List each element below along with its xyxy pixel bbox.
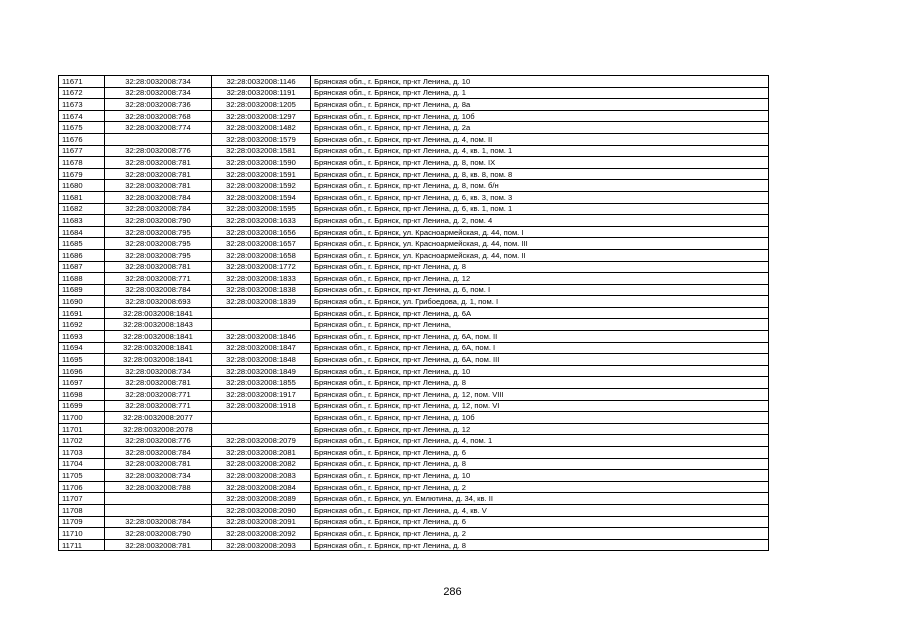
object-cadastral-number-cell: 32:28:0032008:1839: [212, 296, 311, 308]
cadastral-number-cell: 32:28:0032008:781: [105, 157, 212, 169]
table-row: [59, 435, 769, 447]
address-cell: Брянская обл., г. Брянск, пр-кт Ленина, д. 8: [311, 458, 769, 470]
table-row: [59, 273, 769, 285]
cadastral-number-cell: 32:28:0032008:771: [105, 389, 212, 401]
row-number-cell: 11700: [59, 412, 105, 424]
object-cadastral-number-cell: 32:28:0032008:1918: [212, 400, 311, 412]
address-cell: Брянская обл., г. Брянск, пр-кт Ленина,: [311, 319, 769, 331]
object-cadastral-number-cell: 32:28:0032008:1917: [212, 389, 311, 401]
cadastral-number-cell: 32:28:0032008:771: [105, 273, 212, 285]
property-table: [58, 75, 769, 551]
row-number-cell: 11704: [59, 458, 105, 470]
table-body: [59, 76, 769, 551]
table-row: [59, 470, 769, 482]
row-number-cell: 11692: [59, 319, 105, 331]
row-number-cell: 11688: [59, 273, 105, 285]
cadastral-number-cell: 32:28:0032008:768: [105, 110, 212, 122]
address-cell: Брянская обл., г. Брянск, пр-кт Ленина, д. 2: [311, 481, 769, 493]
table-row: [59, 296, 769, 308]
cadastral-number-cell: 32:28:0032008:1843: [105, 319, 212, 331]
table-row: [59, 481, 769, 493]
object-cadastral-number-cell: 32:28:0032008:1590: [212, 157, 311, 169]
address-cell: Брянская обл., г. Брянск, пр-кт Ленина, д. 8: [311, 539, 769, 551]
object-cadastral-number-cell: 32:28:0032008:1833: [212, 273, 311, 285]
object-cadastral-number-cell: 32:28:0032008:2081: [212, 447, 311, 459]
object-cadastral-number-cell: 32:28:0032008:1838: [212, 284, 311, 296]
row-number-cell: 11675: [59, 122, 105, 134]
address-cell: Брянская обл., г. Брянск, пр-кт Ленина, д. 10б: [311, 412, 769, 424]
table-row: [59, 423, 769, 435]
object-cadastral-number-cell: 32:28:0032008:2082: [212, 458, 311, 470]
address-cell: Брянская обл., г. Брянск, ул. Красноармейская, д. 44, пом. III: [311, 238, 769, 250]
table-row: [59, 377, 769, 389]
row-number-cell: 11672: [59, 87, 105, 99]
row-number-cell: 11703: [59, 447, 105, 459]
row-number-cell: 11693: [59, 331, 105, 343]
row-number-cell: 11689: [59, 284, 105, 296]
row-number-cell: 11711: [59, 539, 105, 551]
object-cadastral-number-cell: 32:28:0032008:1656: [212, 226, 311, 238]
row-number-cell: 11676: [59, 133, 105, 145]
object-cadastral-number-cell: 32:28:0032008:1855: [212, 377, 311, 389]
row-number-cell: 11707: [59, 493, 105, 505]
object-cadastral-number-cell: 32:28:0032008:1482: [212, 122, 311, 134]
address-cell: Брянская обл., г. Брянск, пр-кт Ленина, д. 6А: [311, 307, 769, 319]
row-number-cell: 11696: [59, 365, 105, 377]
address-cell: Брянская обл., г. Брянск, пр-кт Ленина, д. 10: [311, 470, 769, 482]
object-cadastral-number-cell: 32:28:0032008:2089: [212, 493, 311, 505]
address-cell: Брянская обл., г. Брянск, пр-кт Ленина, д. 2а: [311, 122, 769, 134]
cadastral-number-cell: 32:28:0032008:781: [105, 377, 212, 389]
row-number-cell: 11683: [59, 215, 105, 227]
object-cadastral-number-cell: 32:28:0032008:2091: [212, 516, 311, 528]
table-row: [59, 87, 769, 99]
object-cadastral-number-cell: 32:28:0032008:2093: [212, 539, 311, 551]
cadastral-number-cell: 32:28:0032008:784: [105, 516, 212, 528]
table-row: [59, 342, 769, 354]
table-row: [59, 365, 769, 377]
table-row: [59, 157, 769, 169]
row-number-cell: 11705: [59, 470, 105, 482]
table-row: [59, 191, 769, 203]
table-row: [59, 354, 769, 366]
row-number-cell: 11694: [59, 342, 105, 354]
address-cell: Брянская обл., г. Брянск, пр-кт Ленина, д. 2, пом. 4: [311, 215, 769, 227]
table-row: [59, 284, 769, 296]
address-cell: Брянская обл., г. Брянск, пр-кт Ленина, д. 10б: [311, 110, 769, 122]
object-cadastral-number-cell: 32:28:0032008:2090: [212, 504, 311, 516]
object-cadastral-number-cell: 32:28:0032008:1581: [212, 145, 311, 157]
table-row: [59, 133, 769, 145]
cadastral-number-cell: 32:28:0032008:776: [105, 145, 212, 157]
object-cadastral-number-cell: 32:28:0032008:1633: [212, 215, 311, 227]
row-number-cell: 11695: [59, 354, 105, 366]
table-row: [59, 412, 769, 424]
address-cell: Брянская обл., г. Брянск, пр-кт Ленина, д. 12, пом. VIII: [311, 389, 769, 401]
row-number-cell: 11671: [59, 76, 105, 88]
address-cell: Брянская обл., г. Брянск, пр-кт Ленина, д. 12: [311, 423, 769, 435]
row-number-cell: 11710: [59, 528, 105, 540]
row-number-cell: 11681: [59, 191, 105, 203]
address-cell: Брянская обл., г. Брянск, пр-кт Ленина, д. 6: [311, 447, 769, 459]
object-cadastral-number-cell: 32:28:0032008:1772: [212, 261, 311, 273]
cadastral-number-cell: 32:28:0032008:734: [105, 365, 212, 377]
address-cell: Брянская обл., г. Брянск, пр-кт Ленина, д. 8а: [311, 99, 769, 111]
table-row: [59, 400, 769, 412]
cadastral-number-cell: 32:28:0032008:734: [105, 87, 212, 99]
address-cell: Брянская обл., г. Брянск, пр-кт Ленина, д. 12: [311, 273, 769, 285]
address-cell: Брянская обл., г. Брянск, пр-кт Ленина, д. 8: [311, 261, 769, 273]
row-number-cell: 11702: [59, 435, 105, 447]
object-cadastral-number-cell: 32:28:0032008:1849: [212, 365, 311, 377]
row-number-cell: 11673: [59, 99, 105, 111]
cadastral-number-cell: 32:28:0032008:2077: [105, 412, 212, 424]
cadastral-number-cell: 32:28:0032008:784: [105, 284, 212, 296]
object-cadastral-number-cell: 32:28:0032008:1657: [212, 238, 311, 250]
cadastral-number-cell: [105, 133, 212, 145]
cadastral-number-cell: 32:28:0032008:784: [105, 447, 212, 459]
object-cadastral-number-cell: [212, 319, 311, 331]
object-cadastral-number-cell: 32:28:0032008:2092: [212, 528, 311, 540]
address-cell: Брянская обл., г. Брянск, пр-кт Ленина, д. 10: [311, 76, 769, 88]
object-cadastral-number-cell: 32:28:0032008:1191: [212, 87, 311, 99]
cadastral-number-cell: 32:28:0032008:1841: [105, 354, 212, 366]
row-number-cell: 11699: [59, 400, 105, 412]
page-number: 286: [443, 586, 462, 598]
table-row: [59, 168, 769, 180]
cadastral-number-cell: 32:28:0032008:776: [105, 435, 212, 447]
object-cadastral-number-cell: 32:28:0032008:1146: [212, 76, 311, 88]
object-cadastral-number-cell: [212, 412, 311, 424]
row-number-cell: 11677: [59, 145, 105, 157]
object-cadastral-number-cell: 32:28:0032008:1847: [212, 342, 311, 354]
cadastral-number-cell: 32:28:0032008:781: [105, 180, 212, 192]
table-row: [59, 516, 769, 528]
cadastral-number-cell: 32:28:0032008:795: [105, 238, 212, 250]
address-cell: Брянская обл., г. Брянск, пр-кт Ленина, д. 4, кв. V: [311, 504, 769, 516]
row-number-cell: 11706: [59, 481, 105, 493]
object-cadastral-number-cell: 32:28:0032008:2084: [212, 481, 311, 493]
cadastral-number-cell: 32:28:0032008:693: [105, 296, 212, 308]
address-cell: Брянская обл., г. Брянск, пр-кт Ленина, д. 6, кв. 1, пом. 1: [311, 203, 769, 215]
address-cell: Брянская обл., г. Брянск, пр-кт Ленина, д. 10: [311, 365, 769, 377]
table-row: [59, 99, 769, 111]
table-row: [59, 203, 769, 215]
row-number-cell: 11682: [59, 203, 105, 215]
table-row: [59, 389, 769, 401]
row-number-cell: 11680: [59, 180, 105, 192]
cadastral-number-cell: [105, 504, 212, 516]
row-number-cell: 11691: [59, 307, 105, 319]
object-cadastral-number-cell: [212, 307, 311, 319]
row-number-cell: 11709: [59, 516, 105, 528]
address-cell: Брянская обл., г. Брянск, пр-кт Ленина, д. 8, пом. IX: [311, 157, 769, 169]
cadastral-number-cell: 32:28:0032008:788: [105, 481, 212, 493]
cadastral-number-cell: 32:28:0032008:795: [105, 226, 212, 238]
cadastral-number-cell: 32:28:0032008:790: [105, 215, 212, 227]
address-cell: Брянская обл., г. Брянск, пр-кт Ленина, д. 12, пом. VI: [311, 400, 769, 412]
cadastral-number-cell: 32:28:0032008:771: [105, 400, 212, 412]
cadastral-number-cell: 32:28:0032008:734: [105, 470, 212, 482]
row-number-cell: 11674: [59, 110, 105, 122]
address-cell: Брянская обл., г. Брянск, пр-кт Ленина, д. 1: [311, 87, 769, 99]
object-cadastral-number-cell: 32:28:0032008:1579: [212, 133, 311, 145]
object-cadastral-number-cell: 32:28:0032008:1658: [212, 249, 311, 261]
row-number-cell: 11698: [59, 389, 105, 401]
cadastral-number-cell: 32:28:0032008:784: [105, 191, 212, 203]
table-row: [59, 539, 769, 551]
address-cell: Брянская обл., г. Брянск, пр-кт Ленина, д. 8: [311, 377, 769, 389]
cadastral-number-cell: 32:28:0032008:736: [105, 99, 212, 111]
object-cadastral-number-cell: 32:28:0032008:1297: [212, 110, 311, 122]
table-row: [59, 447, 769, 459]
table-row: [59, 76, 769, 88]
address-cell: Брянская обл., г. Брянск, пр-кт Ленина, д. 6: [311, 516, 769, 528]
table-row: [59, 226, 769, 238]
cadastral-number-cell: 32:28:0032008:795: [105, 249, 212, 261]
cadastral-number-cell: 32:28:0032008:781: [105, 539, 212, 551]
object-cadastral-number-cell: 32:28:0032008:1846: [212, 331, 311, 343]
cadastral-number-cell: [105, 493, 212, 505]
table-row: [59, 215, 769, 227]
object-cadastral-number-cell: 32:28:0032008:1595: [212, 203, 311, 215]
table-row: [59, 249, 769, 261]
table-row: [59, 261, 769, 273]
address-cell: Брянская обл., г. Брянск, пр-кт Ленина, д. 4, пом. 1: [311, 435, 769, 447]
row-number-cell: 11690: [59, 296, 105, 308]
address-cell: Брянская обл., г. Брянск, ул. Емлютина, д. 34, кв. II: [311, 493, 769, 505]
object-cadastral-number-cell: 32:28:0032008:1205: [212, 99, 311, 111]
cadastral-number-cell: 32:28:0032008:2078: [105, 423, 212, 435]
address-cell: Брянская обл., г. Брянск, пр-кт Ленина, д. 8, пом. б/н: [311, 180, 769, 192]
cadastral-number-cell: 32:28:0032008:784: [105, 203, 212, 215]
table-row: [59, 238, 769, 250]
table-row: [59, 458, 769, 470]
cadastral-number-cell: 32:28:0032008:781: [105, 168, 212, 180]
row-number-cell: 11678: [59, 157, 105, 169]
object-cadastral-number-cell: 32:28:0032008:1848: [212, 354, 311, 366]
row-number-cell: 11685: [59, 238, 105, 250]
object-cadastral-number-cell: 32:28:0032008:1594: [212, 191, 311, 203]
address-cell: Брянская обл., г. Брянск, пр-кт Ленина, д. 4, кв. 1, пом. 1: [311, 145, 769, 157]
row-number-cell: 11684: [59, 226, 105, 238]
cadastral-number-cell: 32:28:0032008:734: [105, 76, 212, 88]
address-cell: Брянская обл., г. Брянск, пр-кт Ленина, д. 6А, пом. I: [311, 342, 769, 354]
table-row: [59, 307, 769, 319]
table-row: [59, 319, 769, 331]
row-number-cell: 11687: [59, 261, 105, 273]
address-cell: Брянская обл., г. Брянск, ул. Красноармейская, д. 44, пом. I: [311, 226, 769, 238]
table-row: [59, 122, 769, 134]
table-row: [59, 180, 769, 192]
object-cadastral-number-cell: 32:28:0032008:2083: [212, 470, 311, 482]
address-cell: Брянская обл., г. Брянск, пр-кт Ленина, д. 6А, пом. III: [311, 354, 769, 366]
cadastral-number-cell: 32:28:0032008:1841: [105, 331, 212, 343]
address-cell: Брянская обл., г. Брянск, ул. Грибоедова, д. 1, пом. I: [311, 296, 769, 308]
address-cell: Брянская обл., г. Брянск, ул. Красноармейская, д. 44, пом. II: [311, 249, 769, 261]
object-cadastral-number-cell: [212, 423, 311, 435]
cadastral-number-cell: 32:28:0032008:781: [105, 261, 212, 273]
row-number-cell: 11686: [59, 249, 105, 261]
table-row: [59, 504, 769, 516]
table-row: [59, 493, 769, 505]
row-number-cell: 11697: [59, 377, 105, 389]
row-number-cell: 11708: [59, 504, 105, 516]
object-cadastral-number-cell: 32:28:0032008:1592: [212, 180, 311, 192]
object-cadastral-number-cell: 32:28:0032008:2079: [212, 435, 311, 447]
cadastral-number-cell: 32:28:0032008:1841: [105, 342, 212, 354]
object-cadastral-number-cell: 32:28:0032008:1591: [212, 168, 311, 180]
address-cell: Брянская обл., г. Брянск, пр-кт Ленина, д. 6, пом. I: [311, 284, 769, 296]
table-row: [59, 145, 769, 157]
cadastral-number-cell: 32:28:0032008:781: [105, 458, 212, 470]
address-cell: Брянская обл., г. Брянск, пр-кт Ленина, д. 4, пом. II: [311, 133, 769, 145]
document-table-container: [58, 75, 768, 551]
address-cell: Брянская обл., г. Брянск, пр-кт Ленина, д. 6А, пом. II: [311, 331, 769, 343]
table-row: [59, 331, 769, 343]
cadastral-number-cell: 32:28:0032008:774: [105, 122, 212, 134]
row-number-cell: 11679: [59, 168, 105, 180]
address-cell: Брянская обл., г. Брянск, пр-кт Ленина, д. 6, кв. 3, пом. 3: [311, 191, 769, 203]
table-row: [59, 110, 769, 122]
table-row: [59, 528, 769, 540]
cadastral-number-cell: 32:28:0032008:1841: [105, 307, 212, 319]
cadastral-number-cell: 32:28:0032008:790: [105, 528, 212, 540]
address-cell: Брянская обл., г. Брянск, пр-кт Ленина, д. 2: [311, 528, 769, 540]
address-cell: Брянская обл., г. Брянск, пр-кт Ленина, д. 8, кв. 8, пом. 8: [311, 168, 769, 180]
row-number-cell: 11701: [59, 423, 105, 435]
